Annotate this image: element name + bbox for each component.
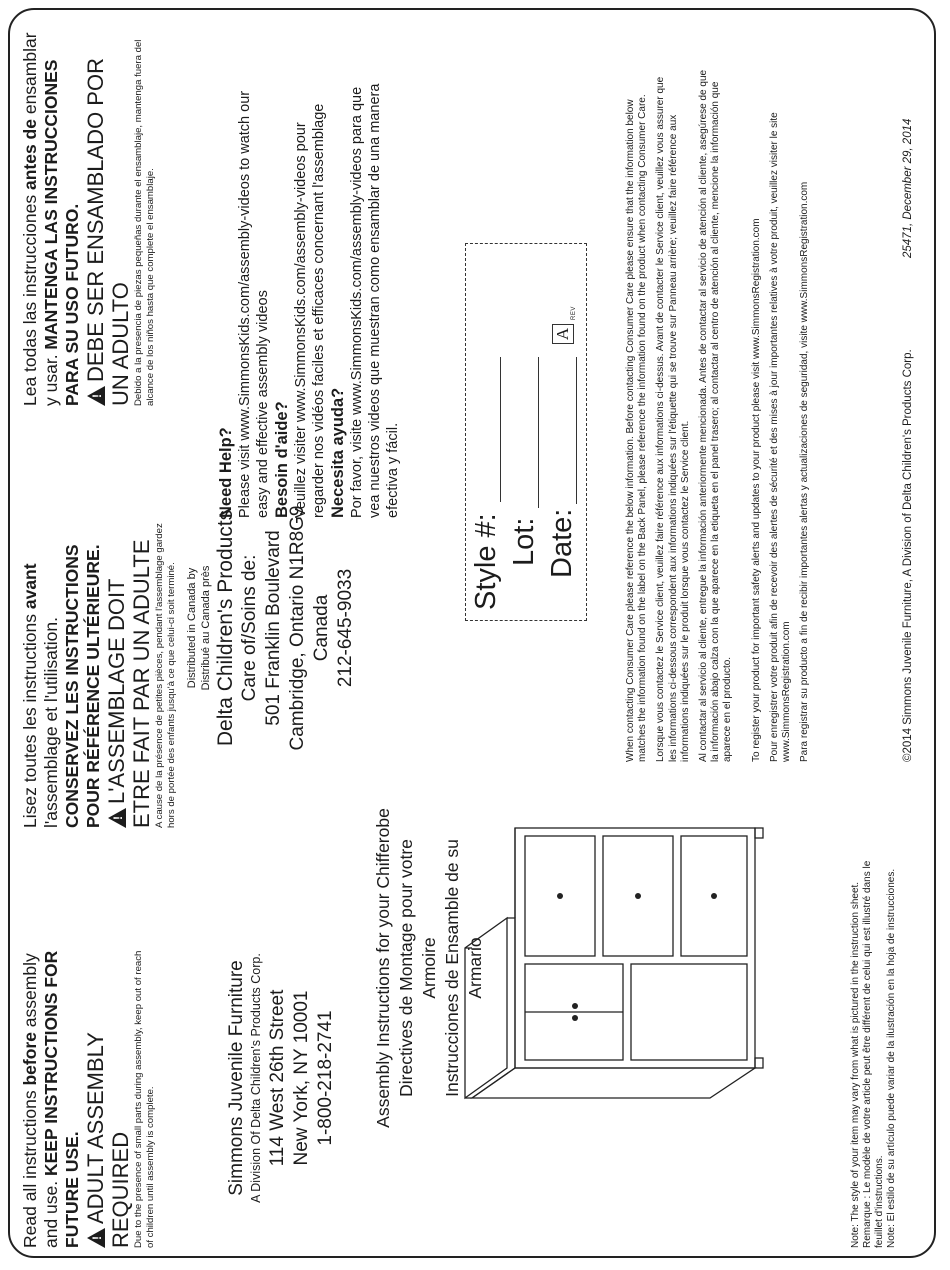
spanish-intro: Lea todas las instrucciones antes de ensamblar y usar. MANTENGA LAS INSTRUCCIONES PARA SU USO FUTURO. <box>20 32 82 406</box>
canada-company-name: Delta Children's Products <box>214 509 237 747</box>
help-text-spanish: Por favor, visite www.SimmonsKids.com/assembly-videos para que vea nuestros videos que muestran como ensamblar de una manera efectiva y fácil. <box>349 83 401 518</box>
assembly-title-spanish: Instrucciones de Ensamble de su Armario <box>442 839 485 1097</box>
help-text-english: Please visit www.SimmonsKids.com/assembly-videos to watch our easy and effective assembly videos <box>237 90 271 518</box>
spanish-keep-instructions: MANTENGA LAS INSTRUCCIONES PARA SU USO FUTURO. <box>41 59 82 406</box>
rotated-content <box>10 10 936 1258</box>
company-division: A Division Of Delta Children's Products Corp. <box>249 953 263 1203</box>
company-name: Simmons Juvenile Furniture <box>226 960 247 1196</box>
company-street: 114 West 26th Street <box>267 989 288 1167</box>
document-id: 25471, December 29, 2014 <box>902 118 914 258</box>
french-keep-instructions: CONSERVEZ LES INSTRUCTIONS POUR RÉFÉRENCE ULTÉRIEURE. <box>62 544 103 828</box>
english-keep-instructions: KEEP INSTRUCTIONS FOR FUTURE USE. <box>41 950 82 1248</box>
assembly-title-french: Directives de Montage pour votre Armoire <box>396 839 439 1097</box>
note-spanish: Note: El estilo de su artículo puede variar de la ilustración en la hoja de instrucciones. <box>886 868 897 1248</box>
style-label: Style #: <box>470 513 502 610</box>
consumer-care-spanish: Al contactar al servicio al cliente, entregue la información anteriormente mencionada. Antes de contactar al servicio de atención al cliente, asegúrese de que la información abajo calza con la que aparece en la etiqueta en el panel trasero; al contactar al centro de atención al cliente, mencione la información que aparece en el producto. <box>698 69 734 762</box>
english-warning-title: ! ADULT ASSEMBLY REQUIRED <box>83 948 133 1248</box>
lot-label: Lot: <box>508 517 540 566</box>
style-line <box>500 357 501 502</box>
company-address <box>225 908 338 1248</box>
chifferobe-drawing <box>455 788 765 1118</box>
distributed-english: Distributed in Canada by <box>186 567 198 689</box>
consumer-care-french: Lorsque vous contactez le Service client, veuillez faire référence aux informations ci-dessus. Avant de contacter le Service client, veuillez vous assurer que les informations ci-dessous correspondent aux informations indiquées sur l'étiquette qui se trouve sur Panneau arrière; veuillez faire référence aux informations indiquées sur le produit lorsque vous contactez le Service client. <box>655 76 691 762</box>
company-city: New York, NY 10001 <box>291 990 312 1166</box>
warning-icon <box>87 1228 105 1248</box>
chifferobe-illustration <box>455 788 765 1118</box>
english-small-parts-text: Due to the presence of small parts during assembly, keep out of reach of children until assembly is complete. <box>133 950 156 1248</box>
copyright: ©2014 Simmons Juvenile Furniture, A Division of Delta Children's Products Corp. <box>902 349 914 762</box>
distributed-french: Distribué au Canada près <box>200 565 212 691</box>
help-title-french: Besoin d'aide? <box>273 401 291 518</box>
french-warning-title: ! L'ASSEMBLAGE DOIT ETRE FAIT PAR UN ADULTE <box>104 518 154 828</box>
french-small-parts-text: A cause de la présence de petites pièces, pendant l'assemblage gardez hors de portée des enfants jusqu'à ce que celui-ci soit terminé. <box>154 523 177 828</box>
canada-city: Cambridge, Ontario N1R8G9 <box>287 505 308 751</box>
french-warning-block <box>20 518 177 828</box>
revision-box: A <box>552 324 574 344</box>
warning-icon <box>87 386 105 406</box>
revision-label: REV <box>571 306 577 320</box>
canada-care-of: Care of/Soins de: <box>239 554 260 702</box>
register-french: Pour enregistrer votre produit afin de recevoir des alertes de sécurité et des mises à jour importantes relatives à votre produit, veuillez visiter le site www.SimmonsRegistration.com <box>768 112 793 762</box>
date-line <box>576 357 577 504</box>
consumer-care-english: When contacting Consumer Care please reference the below information. Before contacting Consumer Care please ensure that the information below matches the information found on the label on the Back Panel, please reference the information found on the product when contacting Consumer Care. <box>625 94 649 762</box>
help-title-spanish: Necesita ayuda? <box>329 387 347 518</box>
english-warning-block <box>20 948 156 1248</box>
spanish-small-parts-text: Debido a la presencia de piezas pequeñas durante el ensamblaje, mantenga fuera del alcance de los niños hasta que complete el ensamblaje. <box>133 39 156 406</box>
canada-country: Canada <box>311 594 332 662</box>
style-lot-date-form <box>465 243 587 621</box>
help-text-french: Veuillez visiter www.SimmonsKids.com/assembly-videos pour regarder nos vidéos faciles et efficaces concernant l'assemblage <box>293 103 327 518</box>
consumer-care-block <box>625 62 817 762</box>
register-spanish: Para registrar su producto a fin de recibir importantes alertas y actualizaciones de seguridad, visite www.SimmonsRegistration.com <box>799 181 811 762</box>
english-intro: Read all instructions before assembly and use. KEEP INSTRUCTIONS FOR FUTURE USE. <box>20 950 82 1248</box>
spanish-warning-title: ! DEBE SER ENSAMBLADO POR UN ADULTO <box>83 26 133 406</box>
canada-street: 501 Franklin Boulevard <box>263 530 284 726</box>
register-english: To register your product for important safety alerts and updates to your product please visit www.SimmonsRegistration.com <box>750 218 762 762</box>
help-block <box>216 78 402 518</box>
spanish-warning-block <box>20 26 156 406</box>
help-title-english: Need Help? <box>217 427 235 518</box>
lot-line <box>538 357 539 508</box>
style-note <box>850 843 898 1248</box>
note-english: Note: The style of your item may vary from what is pictured in the instruction sheet. <box>850 881 861 1248</box>
french-intro: Lisez toutes les instructions avant l'assemblage et l'utilisation. CONSERVEZ LES INSTRUCTIONS POUR RÉFÉRENCE ULTÉRIEURE. <box>20 544 103 828</box>
canada-phone: 212-645-9033 <box>335 568 356 688</box>
warning-icon <box>108 808 126 828</box>
company-phone: 1-800-218-2741 <box>315 1010 336 1146</box>
assembly-title-english: Assembly Instructions for your Chifferobe <box>373 808 393 1128</box>
date-label: Date: <box>546 508 578 578</box>
note-french: Remarque : Le modèle de votre article peut être différent de celui qui est illustré dans le feuillet d'instructions. <box>862 860 885 1248</box>
